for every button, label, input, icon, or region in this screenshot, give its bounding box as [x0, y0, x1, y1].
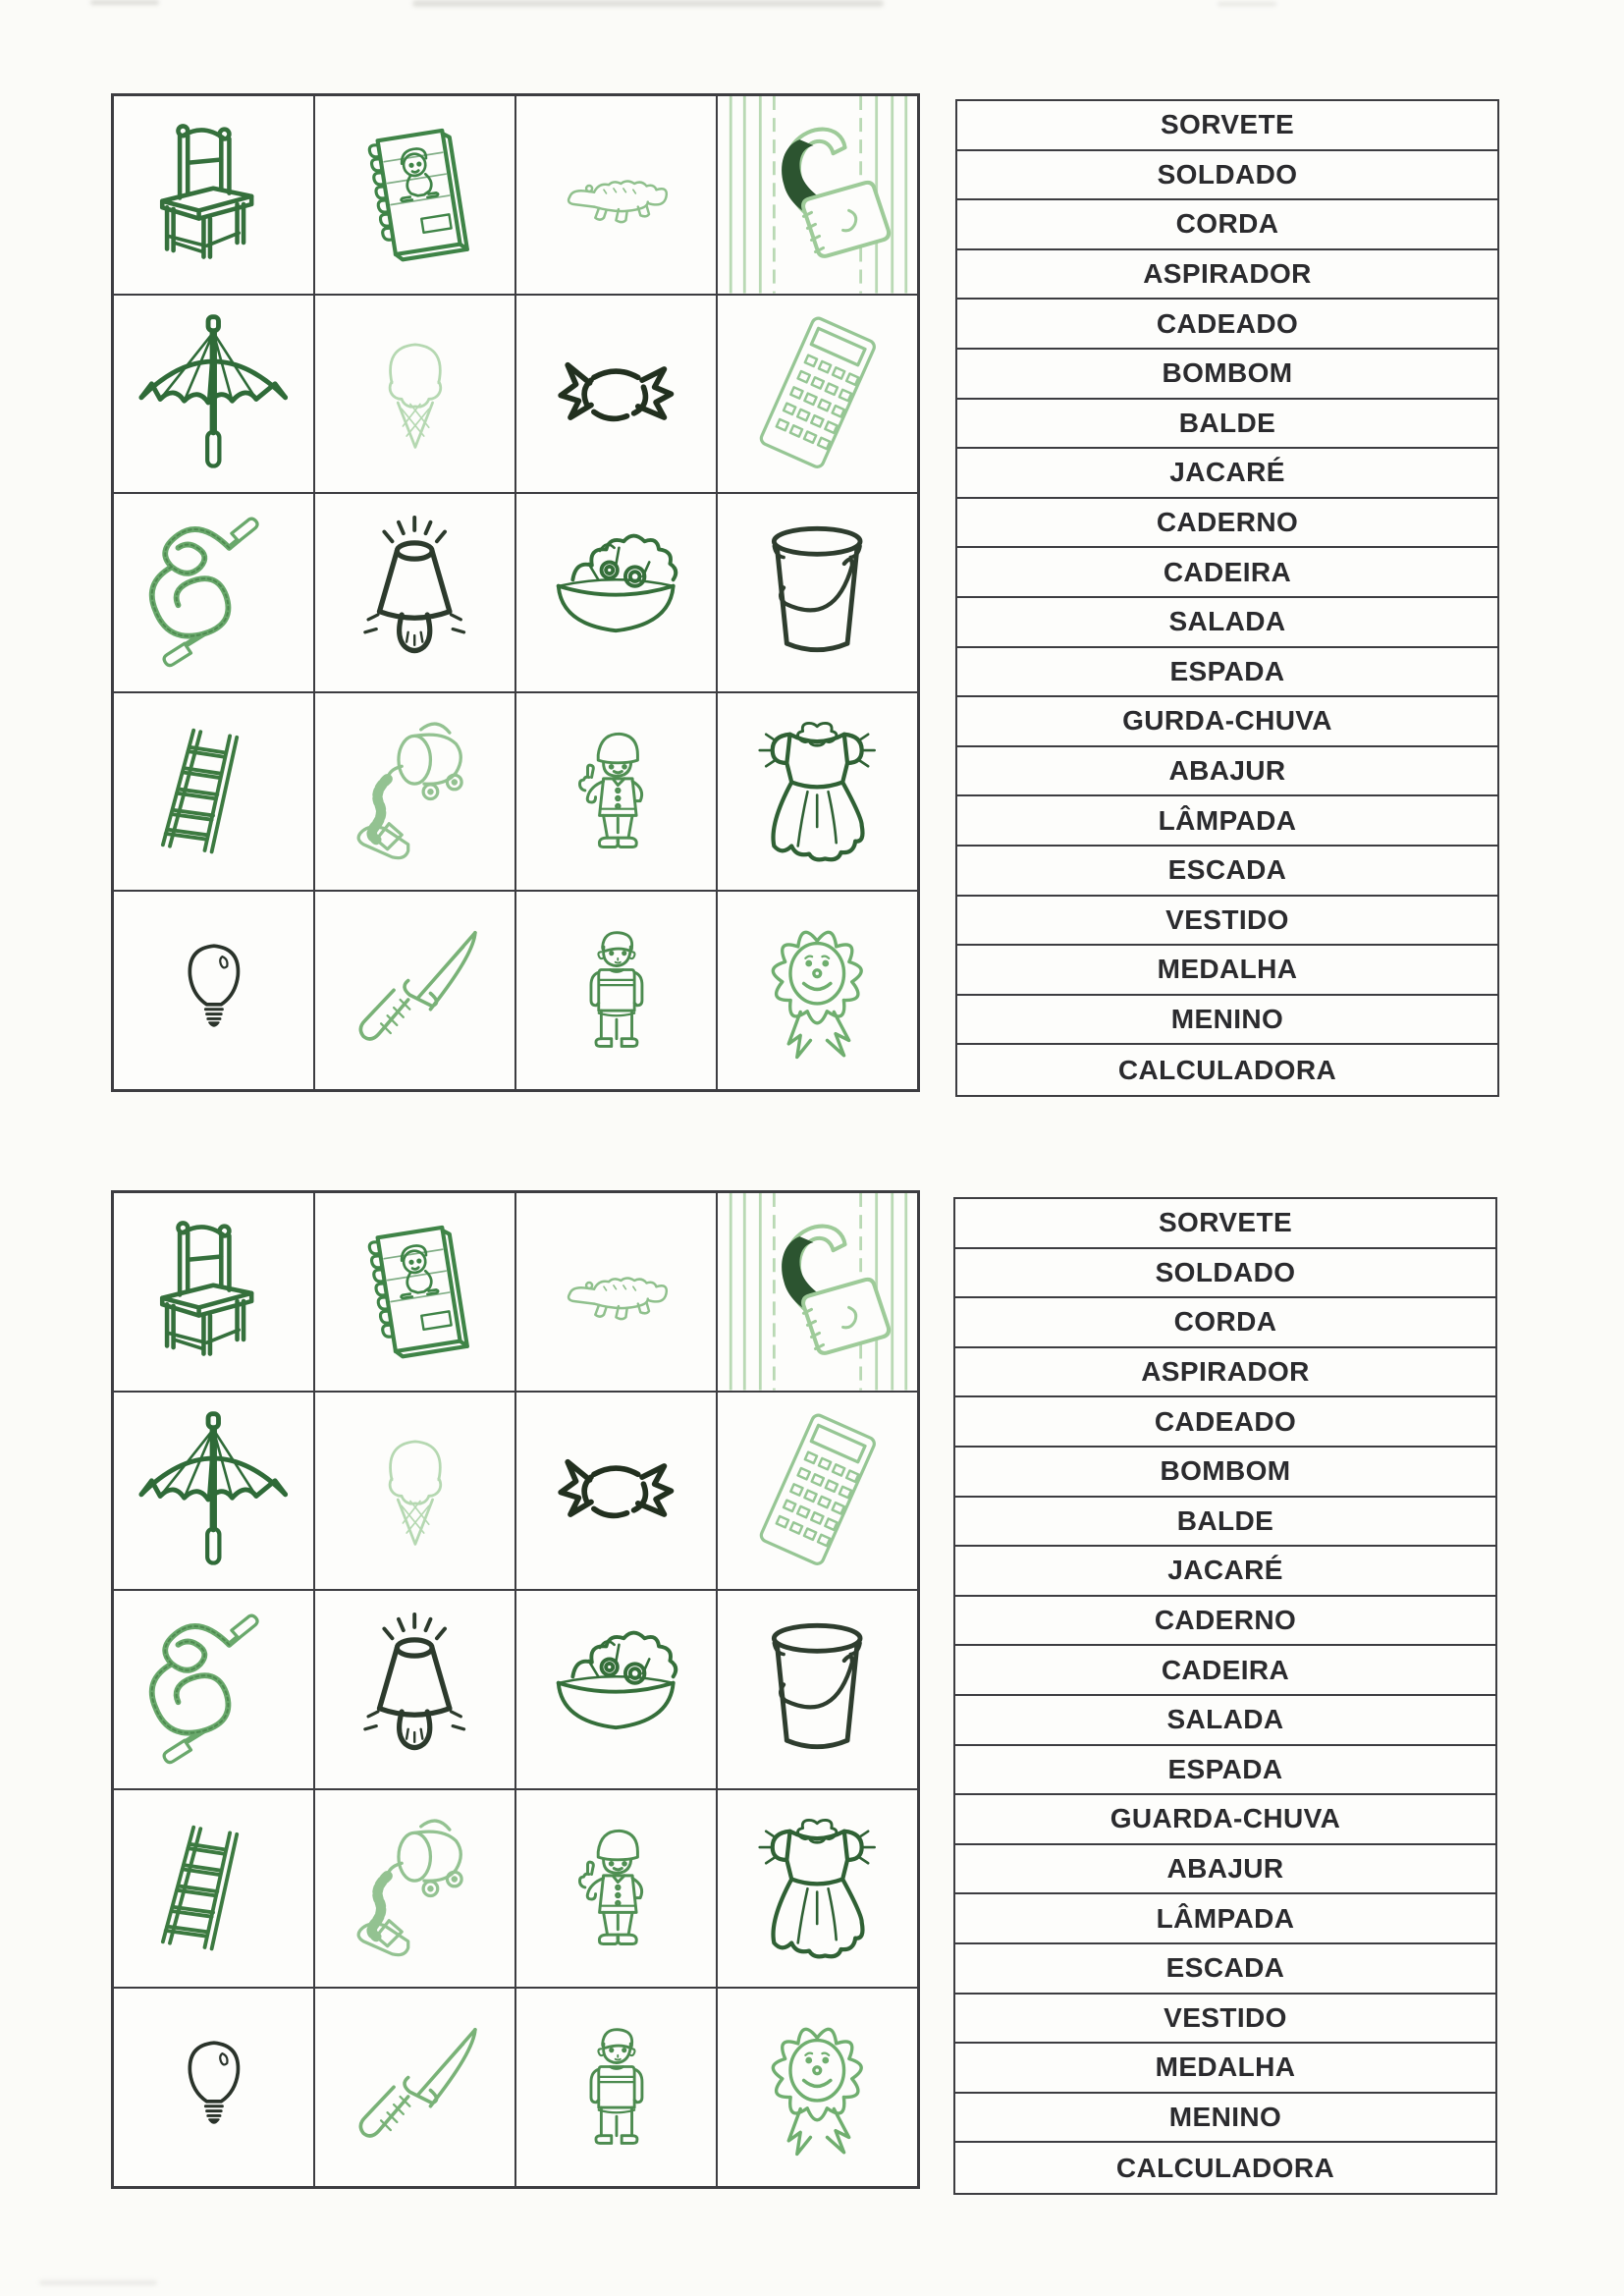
picture-cell-abajur — [314, 493, 515, 692]
word-row — [955, 1894, 1495, 1944]
picture-cell-cadeira — [113, 1192, 314, 1392]
word-label: CADEIRA — [1161, 1654, 1290, 1685]
cadeira-icon — [134, 112, 293, 277]
word-row — [957, 101, 1497, 151]
word-label: ESPADA — [1169, 655, 1285, 686]
word-label: LÂMPADA — [1156, 1902, 1295, 1934]
word-row — [955, 1199, 1495, 1249]
escada-icon — [143, 1798, 283, 1980]
scan-smudge — [412, 0, 884, 7]
word-label: CORDA — [1173, 1306, 1277, 1338]
picture-cell-balde — [717, 493, 918, 692]
bombom-icon — [528, 325, 704, 463]
word-label: BALDE — [1178, 407, 1276, 438]
word-label: MEDALHA — [1155, 2051, 1296, 2083]
word-row — [955, 1597, 1495, 1647]
word-label: ABAJUR — [1166, 1853, 1284, 1885]
word-label: SOLDADO — [1155, 1256, 1296, 1287]
guarda-chuva-icon — [128, 305, 299, 483]
menino-icon — [553, 1995, 680, 2180]
word-row — [957, 697, 1497, 747]
word-row — [955, 1348, 1495, 1398]
guarda-chuva-icon — [128, 1402, 299, 1580]
picture-cell-calculadora — [717, 295, 918, 494]
word-row — [957, 499, 1497, 549]
picture-cell-escada — [113, 692, 314, 892]
picture-cell-salada — [515, 1590, 717, 1789]
scan-smudge — [39, 2280, 157, 2285]
scan-smudge — [1218, 2, 1276, 6]
calculadora-icon — [737, 311, 896, 476]
word-label: MEDALHA — [1157, 954, 1298, 985]
lampada-icon — [154, 2006, 274, 2167]
picture-cell-vestido — [717, 1789, 918, 1989]
picture-cell-bombom — [515, 295, 717, 494]
word-row — [957, 400, 1497, 450]
word-label: MENINO — [1170, 1004, 1284, 1035]
word-row — [957, 946, 1497, 996]
word-row — [957, 300, 1497, 350]
abajur-icon — [335, 510, 494, 676]
word-label: CADEADO — [1154, 1405, 1297, 1437]
aspirador-icon — [335, 1806, 494, 1971]
word-row — [957, 350, 1497, 400]
word-label: JACARÉ — [1167, 1555, 1283, 1586]
picture-cell-sorvete — [314, 1392, 515, 1591]
picture-cell-vestido — [717, 692, 918, 892]
word-row — [955, 2094, 1495, 2144]
cadeira-icon — [134, 1209, 293, 1374]
picture-cell-guarda-chuva — [113, 295, 314, 494]
picture-cell-balde — [717, 1590, 918, 1789]
word-label: ABAJUR — [1168, 755, 1286, 787]
word-label: VESTIDO — [1165, 903, 1289, 935]
picture-cell-soldado — [515, 692, 717, 892]
word-label: SORVETE — [1160, 109, 1295, 140]
word-row — [955, 1498, 1495, 1548]
word-label: GURDA-CHUVA — [1122, 705, 1332, 737]
picture-cell-abajur — [314, 1590, 515, 1789]
word-row — [955, 1746, 1495, 1796]
word-label: VESTIDO — [1164, 2001, 1287, 2033]
word-label: ASPIRADOR — [1143, 258, 1312, 290]
word-label: CADEADO — [1156, 307, 1299, 339]
picture-cell-menino — [515, 891, 717, 1090]
jacare-icon — [520, 134, 712, 255]
word-label: SALADA — [1168, 606, 1286, 637]
word-row — [957, 996, 1497, 1046]
picture-cell-espada — [314, 891, 515, 1090]
word-table — [953, 1197, 1497, 2195]
picture-cell-corda — [113, 493, 314, 692]
word-label: CADERNO — [1156, 507, 1299, 538]
picture-cell-soldado — [515, 1789, 717, 1989]
word-row — [955, 1845, 1495, 1895]
word-row — [955, 1944, 1495, 1995]
word-label: SALADA — [1166, 1704, 1284, 1735]
sorvete-icon — [353, 1400, 477, 1582]
soldado-icon — [551, 1798, 682, 1980]
lampada-icon — [154, 909, 274, 1070]
picture-cell-cadeado — [717, 1192, 918, 1392]
word-label: CALCULADORA — [1115, 2152, 1335, 2183]
scan-smudge — [90, 0, 159, 5]
cadeado-icon — [718, 96, 917, 294]
word-label: BOMBOM — [1162, 357, 1293, 389]
word-label: ASPIRADOR — [1141, 1356, 1310, 1388]
word-row — [955, 1795, 1495, 1845]
word-label: CADEIRA — [1163, 556, 1292, 587]
word-row — [955, 1397, 1495, 1448]
word-row — [957, 847, 1497, 897]
picture-cell-menino — [515, 1988, 717, 2187]
corda-icon — [134, 1607, 293, 1773]
picture-cell-caderno — [314, 1192, 515, 1392]
picture-cell-aspirador — [314, 1789, 515, 1989]
soldado-icon — [551, 701, 682, 883]
jacare-icon — [520, 1230, 712, 1352]
word-label: BOMBOM — [1160, 1455, 1291, 1487]
espada-icon — [335, 907, 494, 1073]
word-label: ESCADA — [1165, 1952, 1285, 1984]
abajur-icon — [335, 1607, 494, 1773]
picture-cell-sorvete — [314, 295, 515, 494]
picture-cell-escada — [113, 1789, 314, 1989]
word-label: GUARDA-CHUVA — [1110, 1803, 1341, 1834]
word-row — [957, 796, 1497, 847]
word-label: CADERNO — [1154, 1605, 1297, 1636]
word-row — [957, 897, 1497, 947]
word-row — [957, 648, 1497, 698]
picture-cell-espada — [314, 1988, 515, 2187]
word-row — [955, 2044, 1495, 2094]
word-label: LÂMPADA — [1158, 804, 1297, 836]
picture-cell-medalha — [717, 1988, 918, 2187]
picture-cell-aspirador — [314, 692, 515, 892]
picture-grid — [111, 93, 920, 1092]
word-row — [955, 1547, 1495, 1597]
menino-icon — [553, 898, 680, 1083]
picture-cell-lampada — [113, 891, 314, 1090]
picture-cell-calculadora — [717, 1392, 918, 1591]
word-row — [955, 1448, 1495, 1498]
medalha-icon — [733, 1995, 901, 2180]
word-row — [957, 598, 1497, 648]
calculadora-icon — [737, 1408, 896, 1573]
corda-icon — [134, 510, 293, 676]
picture-cell-cadeado — [717, 95, 918, 295]
bombom-icon — [528, 1422, 704, 1559]
word-label: JACARÉ — [1169, 457, 1285, 488]
aspirador-icon — [335, 709, 494, 874]
vestido-icon — [737, 1806, 896, 1971]
word-label: CALCULADORA — [1117, 1054, 1337, 1085]
word-label: BALDE — [1176, 1504, 1274, 1536]
escada-icon — [143, 701, 283, 883]
word-row — [955, 1696, 1495, 1746]
picture-cell-jacare — [515, 1192, 717, 1392]
picture-cell-salada — [515, 493, 717, 692]
picture-cell-lampada — [113, 1988, 314, 2187]
word-row — [955, 1995, 1495, 2045]
word-label: SOLDADO — [1157, 158, 1298, 190]
word-row — [957, 747, 1497, 797]
balde-icon — [737, 510, 896, 676]
word-row — [955, 2143, 1495, 2193]
word-label: CORDA — [1175, 208, 1279, 240]
word-row — [957, 548, 1497, 598]
picture-cell-jacare — [515, 95, 717, 295]
word-label: MENINO — [1168, 2102, 1282, 2133]
caderno-icon — [337, 104, 492, 286]
word-label: SORVETE — [1158, 1207, 1293, 1238]
sorvete-icon — [353, 303, 477, 485]
picture-cell-cadeira — [113, 95, 314, 295]
word-row — [955, 1249, 1495, 1299]
balde-icon — [737, 1607, 896, 1773]
salada-icon — [536, 510, 695, 676]
picture-cell-medalha — [717, 891, 918, 1090]
caderno-icon — [337, 1201, 492, 1383]
word-row — [957, 1045, 1497, 1095]
word-row — [957, 449, 1497, 499]
picture-cell-guarda-chuva — [113, 1392, 314, 1591]
word-row — [957, 200, 1497, 250]
word-row — [955, 1646, 1495, 1696]
medalha-icon — [733, 898, 901, 1083]
espada-icon — [335, 2004, 494, 2170]
word-row — [955, 1298, 1495, 1348]
word-table — [955, 99, 1499, 1097]
vestido-icon — [737, 709, 896, 874]
word-row — [957, 250, 1497, 301]
picture-grid — [111, 1190, 920, 2189]
picture-cell-bombom — [515, 1392, 717, 1591]
word-row — [957, 151, 1497, 201]
picture-cell-caderno — [314, 95, 515, 295]
cadeado-icon — [718, 1193, 917, 1391]
word-label: ESCADA — [1167, 854, 1287, 886]
picture-cell-corda — [113, 1590, 314, 1789]
word-label: ESPADA — [1167, 1753, 1283, 1784]
salada-icon — [536, 1607, 695, 1773]
